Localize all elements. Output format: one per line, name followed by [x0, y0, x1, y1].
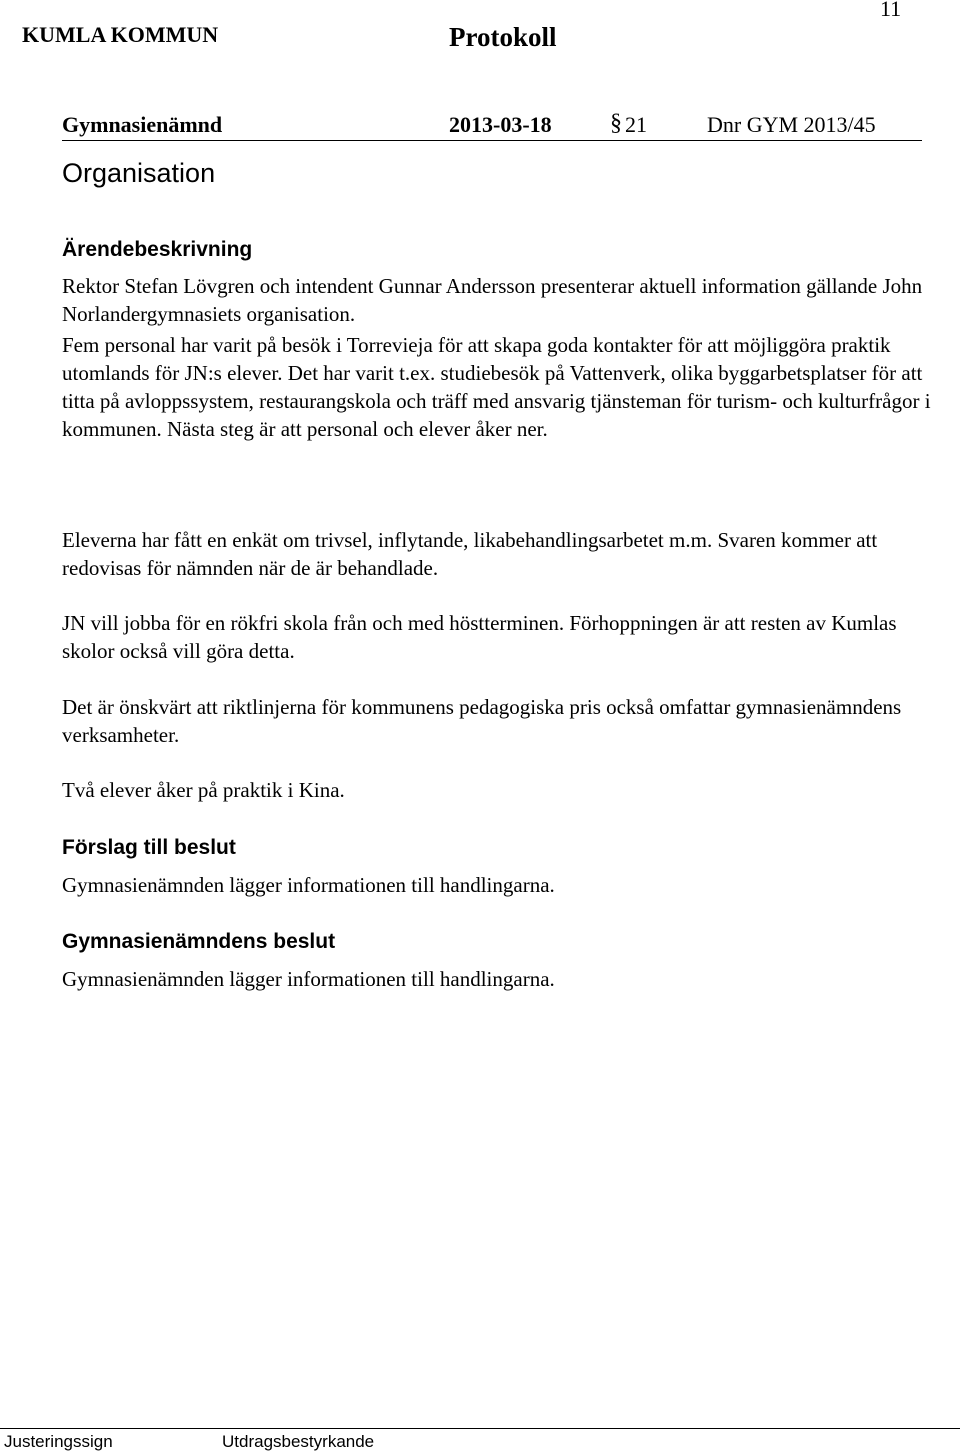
page-title: Organisation — [62, 158, 216, 188]
footer-initials-label: Justeringssign — [4, 1432, 113, 1451]
case-paragraph — [62, 526, 932, 582]
footer-divider — [0, 1428, 960, 1429]
case-paragraph — [62, 272, 932, 328]
case-paragraph-3: Eleverna har fått en enkät om trivsel, inflytande, likabehandlingsarbetet m.m. Svaren kommer att redovisas för nämnden när de är behandlade. — [62, 528, 878, 580]
case-paragraph-1: Rektor Stefan Lövgren och intendent Gunnar Andersson presenterar aktuell information gällande John Norlandergymnasiets organisation. — [62, 274, 923, 326]
case-paragraph-6: Två elever åker på praktik i Kina. — [62, 778, 345, 802]
paragraph-sign: § — [610, 110, 622, 136]
case-paragraph — [62, 776, 932, 804]
meeting-date: 2013-03-18 — [449, 112, 552, 137]
case-paragraph — [62, 331, 932, 443]
case-paragraph-4: JN vill jobba för en rökfri skola från och med höstterminen. Förhoppningen är att resten av Kumlas skolor också vill göra detta. — [62, 611, 897, 663]
diary-number: Dnr GYM 2013/45 — [707, 112, 876, 137]
paragraph-number: 21 — [625, 112, 647, 137]
decision-text: Gymnasienämnden lägger informationen till handlingarna. — [62, 967, 555, 991]
case-paragraph — [62, 693, 932, 749]
case-paragraph — [62, 609, 932, 665]
meta-divider — [62, 140, 922, 141]
proposal-text: Gymnasienämnden lägger informationen till handlingarna. — [62, 873, 555, 897]
proposal-heading: Förslag till beslut — [62, 836, 236, 859]
municipality-name: KUMLA KOMMUN — [22, 22, 219, 47]
case-paragraph-5: Det är önskvärt att riktlinjerna för kommunens pedagogiska pris också omfattar gymnasienämndens verksamheter. — [62, 695, 902, 747]
footer-certification-label: Utdragsbestyrkande — [222, 1432, 375, 1451]
case-heading: Ärendebeskrivning — [62, 238, 253, 261]
document-type: Protokoll — [449, 22, 557, 52]
decision-heading: Gymnasienämndens beslut — [62, 930, 336, 953]
board-name: Gymnasienämnd — [62, 112, 223, 137]
page-number: 11 — [880, 0, 902, 21]
case-paragraph-2: Fem personal har varit på besök i Torrevieja för att skapa goda kontakter för att möjliggöra praktik utomlands för JN:s elever. Det har varit t.ex. studiebesök på Vattenverk, olika byggarbetsplatser för att titta på avloppssystem, restaurangskola och träff med ansvarig tjänsteman för turism- och kulturfrågor i kommunen. Nästa steg är att personal och elever åker ner. — [62, 333, 931, 441]
meeting-meta — [62, 112, 922, 142]
